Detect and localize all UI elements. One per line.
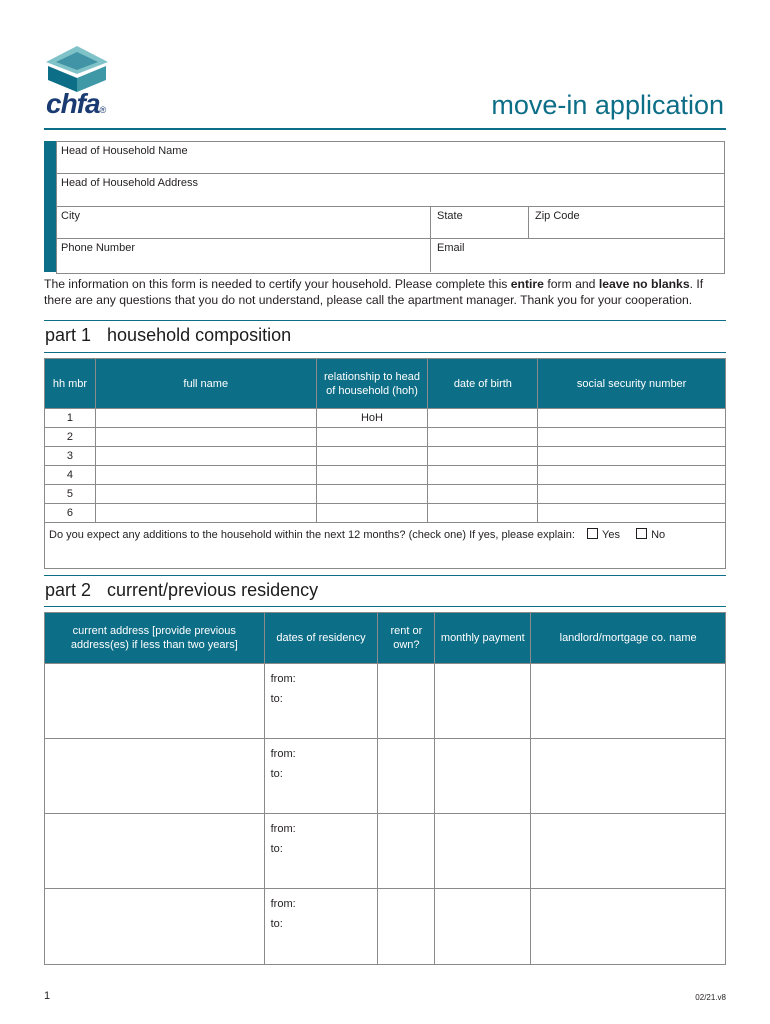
header-rule: [44, 128, 726, 130]
no-checkbox[interactable]: [636, 528, 647, 539]
col-hh-mbr: hh mbr: [45, 359, 96, 409]
no-label: No: [651, 529, 666, 541]
head-name-field[interactable]: Head of Household Name: [61, 145, 188, 157]
col-dates: dates of residency: [264, 613, 378, 664]
table-row: 2: [45, 428, 726, 447]
registered-mark: ®: [99, 105, 106, 115]
col-full-name: full name: [95, 359, 316, 409]
household-info: [44, 141, 725, 272]
yes-checkbox[interactable]: [587, 528, 598, 539]
household-table: [44, 358, 726, 569]
head-address-field[interactable]: Head of Household Address: [61, 177, 198, 189]
col-monthly-payment: monthly payment: [435, 613, 531, 664]
col-landlord: landlord/mortgage co. name: [531, 613, 726, 664]
table-row: from: to:: [45, 739, 726, 814]
intro-text: The information on this form is needed to certify your household. Please complete this entire form and leave no blanks. If there are any questions that you do not understand, please call the apartment manager. Thank you for your cooperation.: [44, 277, 704, 307]
table-row: 4: [45, 466, 726, 485]
col-relationship: relationship to head of household (hoh): [316, 359, 428, 409]
page-number: 1: [44, 990, 51, 1002]
phone-field[interactable]: Phone Number: [61, 242, 135, 254]
chfa-logo: [44, 44, 114, 120]
email-field[interactable]: Email: [437, 242, 465, 254]
table-row: 5: [45, 485, 726, 504]
table-row: from: to:: [45, 889, 726, 965]
table-row: 1 HoH: [45, 409, 726, 428]
yes-label: Yes: [602, 529, 620, 541]
additions-question: Do you expect any additions to the household within the next 12 months? (check one) If yes, please explain:: [49, 529, 575, 541]
residency-table: [44, 612, 726, 965]
table-row: from: to:: [45, 814, 726, 889]
table-row: from: to:: [45, 664, 726, 739]
house-icon: [44, 44, 110, 94]
page-title: move-in application: [491, 90, 724, 120]
col-dob: date of birth: [428, 359, 538, 409]
col-ssn: social security number: [538, 359, 726, 409]
state-field[interactable]: State: [437, 210, 463, 222]
col-rent-own: rent or own?: [378, 613, 435, 664]
city-field[interactable]: City: [61, 210, 80, 222]
zip-field[interactable]: Zip Code: [535, 210, 580, 222]
part2-heading: part 2 current/previous residency: [45, 580, 319, 600]
version-code: 02/21.v8: [695, 993, 726, 1002]
logo-text: chfa: [46, 88, 100, 119]
col-current-address: current address [provide previous address(es) if less than two years]: [45, 613, 265, 664]
part1-heading: part 1 household composition: [45, 325, 292, 345]
table-row: 3: [45, 447, 726, 466]
table-row: 6: [45, 504, 726, 523]
